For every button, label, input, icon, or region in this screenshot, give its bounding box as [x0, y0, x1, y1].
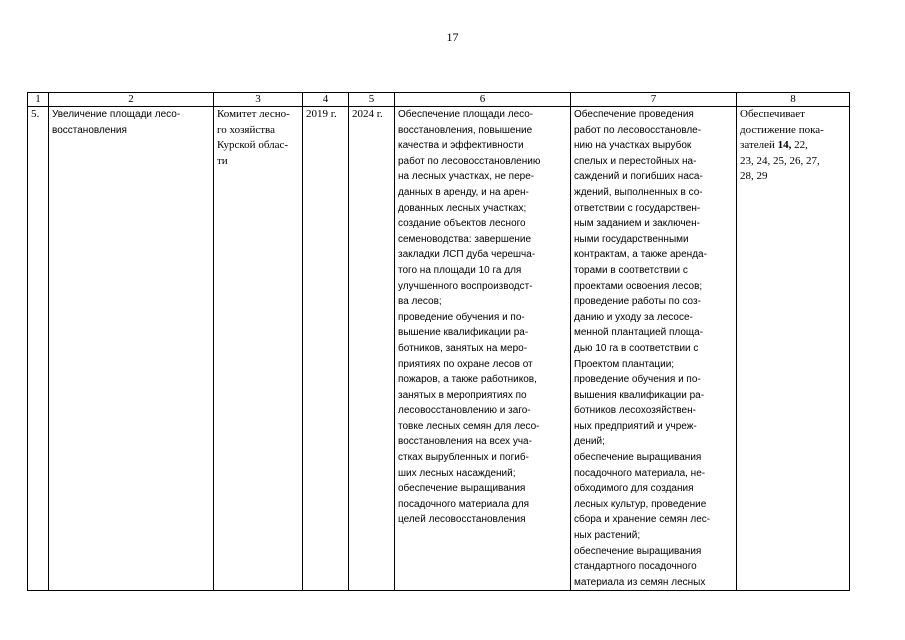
page-number: 17: [446, 30, 459, 44]
row-number-cell: 5.: [28, 107, 49, 591]
start-year-cell: 2019 г.: [303, 107, 349, 591]
main-directions-cell: Обеспечение проведения работ по лесовосстановле- нию на участках вырубок спелых и перестойных на- саждений и погибших наса- ждений, выполненных в со- ответствии с государствен- ным заданием и заключен- ными государственными контрактам, а также аренда- торами в соответствии с проектами освоения лесов; проведение работы по соз- данию и уходу за лесосе- менной плантацией площа- дью 10 га в соответствии с Проектом плантации; проведение обучения и по- вышения квалификации ра- ботников лесохозяйствен- ных предприятий и учреж- дений; обеспечение выращивания посадочного материала, не- обходимого для создания лесных культур, проведение сбора и хранение семян лес- ных растений; обеспечение выращивания стандартного посадочного материала из семян лесных: [571, 107, 737, 591]
column-number-row: [28, 93, 850, 107]
column-number: 4: [303, 93, 349, 107]
measures-table: [27, 92, 850, 591]
column-number: 1: [28, 93, 49, 107]
column-number: 6: [395, 93, 571, 107]
column-number: 7: [571, 93, 737, 107]
indicator-link-cell: [737, 107, 850, 591]
column-number: 5: [349, 93, 395, 107]
column-number: 8: [737, 93, 850, 107]
column-number: 3: [214, 93, 303, 107]
end-year-cell: 2024 г.: [349, 107, 395, 591]
expected-result-cell: Обеспечение площади лесо- восстановления, повышение качества и эффективности работ по лесовосстановлению на лесных участках, не пере- данных в аренду, и на арен- дованных лесных участках; создание объектов лесного семеноводства: завершение закладки ЛСП дуба черешча- того на площади 10 га для улучшенного воспроизводст- ва лесов; проведение обучения и по- вышение квалификации ра- ботников, занятых на меро- приятиях по охране лесов от пожаров, а также работников, занятых в мероприятиях по лесовосстановлению и заго- товке лесных семян для лесо- восстановления на всех уча- стках вырубленных и погиб- ших лесных насаждений; обеспечение выращивания посадочного материала для целей лесовосстановления: [395, 107, 571, 591]
executor-cell: Комитет лесно- го хозяйства Курской облас- ти: [214, 107, 303, 591]
table-row: [28, 107, 850, 591]
indicator-link-bold: 14,: [777, 139, 792, 152]
column-number: 2: [49, 93, 214, 107]
measure-name-cell: Увеличение площади лесо- восстановления: [49, 107, 214, 591]
indicator-link-text: Обеспечивает достижение пока- зателей: [740, 108, 824, 152]
indicator-link-rest: 22, 23, 24, 25, 26, 27, 28, 29: [740, 139, 820, 183]
